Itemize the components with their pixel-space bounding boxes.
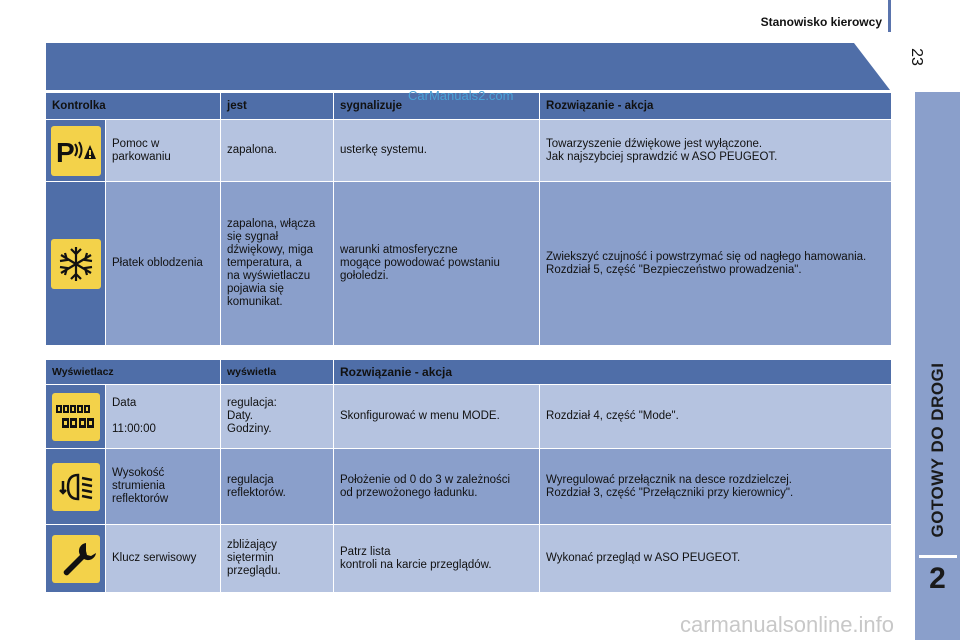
indicator-signals: usterkę systemu.	[334, 120, 540, 182]
parking-sensor-icon	[51, 126, 101, 176]
column-header-signals: sygnalizuje	[334, 93, 540, 120]
display-shows: regulacja: Daty. Godziny.	[221, 385, 334, 449]
chapter-tab-label	[915, 340, 960, 560]
page-number: 23	[908, 48, 925, 66]
column-header-action: Rozwiązanie - akcja	[334, 360, 892, 385]
snowflake-icon	[51, 239, 101, 289]
icon-cell	[46, 182, 106, 346]
wrench-icon	[52, 535, 100, 583]
indicator-action: Towarzyszenie dźwiękowe jest wyłączone. Jak najszybciej sprawdzić w ASO PEUGEOT.	[540, 120, 892, 182]
display-name: Wysokość strumienia reflektorów	[106, 449, 221, 525]
watermark-top: CarManuals2.com	[408, 88, 514, 103]
display-action-secondary: Wyregulować przełącznik na desce rozdzielczej. Rozdział 3, część "Przełączniki przy kierownicy".	[540, 449, 892, 525]
table-row	[46, 525, 892, 593]
page-title: Stanowisko kierowcy	[760, 15, 882, 29]
display-name: Data 11:00:00	[106, 385, 221, 449]
display-messages-table	[45, 359, 892, 593]
display-action-secondary: Wykonać przegląd w ASO PEUGEOT.	[540, 525, 892, 593]
watermark-bottom: carmanualsonline.info	[680, 612, 895, 637]
indicator-name: Płatek oblodzenia	[106, 182, 221, 346]
display-action-primary: Położenie od 0 do 3 w zależności od przewożonego ładunku.	[334, 449, 540, 525]
display-clock-icon	[52, 393, 100, 441]
warning-lights-table	[45, 92, 892, 346]
icon-cell	[46, 120, 106, 182]
indicator-signals: warunki atmosferyczne mogące powodować powstaniu gołoledzi.	[334, 182, 540, 346]
indicator-state: zapalona, włącza się sygnał dźwiękowy, miga temperatura, a na wyświetlaczu pojawia się komunikat.	[221, 182, 334, 346]
display-name: Klucz serwisowy	[106, 525, 221, 593]
icon-cell	[46, 525, 106, 593]
table-row	[46, 385, 892, 449]
indicator-action: Zwiekszyć czujność i powstrzymać się od nagłego hamowania. Rozdział 5, część "Bezpieczeństwo prowadzenia".	[540, 182, 892, 346]
table-row	[46, 449, 892, 525]
icon-cell	[46, 385, 106, 449]
table-header-row	[46, 360, 892, 385]
display-shows: zbliżający siętermin przeglądu.	[221, 525, 334, 593]
section-banner	[46, 43, 890, 90]
indicator-state: zapalona.	[221, 120, 334, 182]
column-header-shows: wyświetla	[221, 360, 334, 385]
chapter-number: 2	[929, 562, 946, 595]
display-action-primary: Patrz lista kontroli na karcie przeglądów.	[334, 525, 540, 593]
column-header-state: jest	[221, 93, 334, 120]
icon-cell	[46, 449, 106, 525]
page-header	[0, 0, 960, 40]
chapter-tab-divider	[919, 555, 957, 558]
display-action-primary: Skonfigurować w menu MODE.	[334, 385, 540, 449]
table-row	[46, 120, 892, 182]
table-row	[46, 182, 892, 346]
column-header-display: Wyświetlacz	[46, 360, 221, 385]
chapter-tab-text: GOTOWY DO DROGI	[927, 362, 947, 538]
display-shows: regulacja reflektorów.	[221, 449, 334, 525]
headlamp-level-icon	[52, 463, 100, 511]
header-divider	[888, 0, 891, 32]
display-action-secondary: Rozdział 4, część "Mode".	[540, 385, 892, 449]
svg-text:P: P	[55, 136, 75, 168]
column-header-action: Rozwiązanie - akcja	[540, 93, 892, 120]
indicator-name: Pomoc w parkowaniu	[106, 120, 221, 182]
column-header-indicator: Kontrolka	[46, 93, 221, 120]
